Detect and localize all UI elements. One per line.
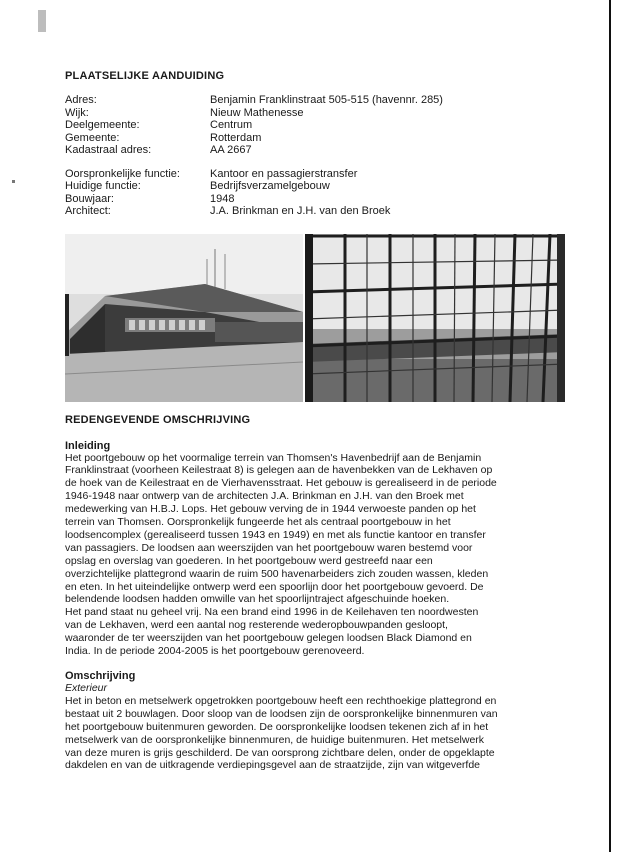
table-row <box>65 107 443 120</box>
text-line: en eten. In het uiteindelijke ontwerp werd een spoorlijn door het poortgebouw gevoerd. De <box>65 580 484 593</box>
intro-paragraph <box>65 452 605 659</box>
table-row <box>65 94 443 107</box>
subheading-exterieur: Exterieur <box>65 682 108 694</box>
row-key: Wijk: <box>65 106 89 119</box>
row-value: J.A. Brinkman en J.H. van den Broek <box>210 205 391 217</box>
text-line: dakdelen en van de uitkragende verdiepingsgevel aan de straatzijde, zijn van witgeverfde <box>65 759 481 772</box>
row-key: Oorspronkelijke functie: <box>65 167 180 180</box>
table-row <box>65 119 443 132</box>
row-value: Rotterdam <box>210 131 262 144</box>
scan-edge-line <box>609 0 611 852</box>
row-value: Kantoor en passagierstransfer <box>210 167 358 180</box>
section-title-description: REDENGEVENDE OMSCHRIJVING <box>65 413 251 426</box>
text-line: van passagiers. De loodsen aan weerszijden van het poortgebouw waren bestemd voor <box>65 541 473 554</box>
photo-strip <box>65 234 565 402</box>
text-line: Het poortgebouw op het voormalige terrein van Thomsen's Havenbedrijf aan de Benjamin <box>65 451 482 464</box>
text-line: India. In de periode 2004-2005 is het poortgebouw gerenoveerd. <box>65 645 365 658</box>
text-line: overzichtelijke plattegrond waarin de ruim 500 havenarbeiders zich zouden wassen, kleden <box>65 567 489 580</box>
location-table <box>65 94 443 218</box>
text-line: opslag en overslag van goederen. In het poortgebouw werd gestreefd naar een <box>65 554 433 567</box>
building-exterior-photo <box>65 234 303 402</box>
document-page <box>65 70 605 772</box>
text-line: van de Lekhaven, werd een aantal nog resterende wederopbouwpanden gesloopt, <box>65 619 448 632</box>
row-key: Gemeente: <box>65 131 120 144</box>
scan-smudge <box>38 10 46 32</box>
table-row <box>65 180 443 193</box>
table-spacer <box>65 157 443 168</box>
table-row <box>65 168 443 181</box>
text-line: terrein van Thomsen. Oorspronkelijk fungeerde het als centraal poortgebouw in het <box>65 516 451 529</box>
row-key: Kadastraal adres: <box>65 144 152 156</box>
row-value: Benjamin Franklinstraat 505-515 (havennr. 285) <box>210 94 443 106</box>
row-value: Centrum <box>210 119 253 131</box>
table-row <box>65 205 443 218</box>
text-line: waaronder de ter weerszijden van het poortgebouw gelegen loodsen Black Diamond en <box>65 632 472 645</box>
row-value: Nieuw Mathenesse <box>210 106 304 119</box>
text-line: het poortgebouw buitenmuren geworden. De oorspronkelijke loodsen tekenen zich af in het <box>65 720 489 733</box>
text-line: van deze muren is grijs geschilderd. De van oorsprong zichtbare delen, onder de opgeklapte <box>65 746 495 759</box>
table-row <box>65 144 443 157</box>
row-value: Bedrijfsverzamelgebouw <box>210 180 330 192</box>
glass-facade-photo <box>305 234 565 402</box>
row-key: Adres: <box>65 94 97 106</box>
text-line: belendende loodsen hadden omwille van het spoorlijntraject afgeschuinde hoeken. <box>65 593 450 606</box>
text-line: medewerking van H.B.J. Lops. Het gebouw verving de in 1944 verwoeste panden op het <box>65 503 476 516</box>
text-line: loodsencomplex (gerealiseerd tussen 1943 en 1949) en met als functie kantoor en transfer <box>65 528 486 541</box>
text-line: Het pand staat nu geheel vrij. Na een brand eind 1996 in de Keilehaven ten noordwesten <box>65 606 479 619</box>
text-line: 1946-1948 naar ontwerp van de architecten J.A. Brinkman en J.H. van den Broek met <box>65 490 464 503</box>
table-row <box>65 132 443 145</box>
heading-omschrijving: Omschrijving <box>65 670 136 682</box>
row-key: Deelgemeente: <box>65 119 140 131</box>
text-line: bestaat uit 2 bouwlagen. Door sloop van de loodsen zijn de oorspronkelijke binnenmuren van <box>65 707 498 720</box>
row-key: Architect: <box>65 205 111 217</box>
row-value: 1948 <box>210 192 235 205</box>
text-line: Franklinstraat (voorheen Keilestraat 8) is gelegen aan de havenbekken van de Lekhaven op <box>65 464 493 477</box>
scan-speck <box>12 180 15 183</box>
heading-inleiding: Inleiding <box>65 439 111 452</box>
row-value: AA 2667 <box>210 144 252 156</box>
text-line: Het in beton en metselwerk opgetrokken poortgebouw heeft een rechthoekige plattegrond en <box>65 694 497 707</box>
text-line: de hoek van de Keilestraat en de Vierhavensstraat. Het gebouw is gerealiseerd in de periode <box>65 477 497 490</box>
row-key: Bouwjaar: <box>65 192 114 205</box>
section-title-location: PLAATSELIJKE AANDUIDING <box>65 70 225 82</box>
exterieur-paragraph <box>65 695 605 772</box>
table-row <box>65 193 443 206</box>
text-line: metselwerk van de oorspronkelijke binnenmuren, de huidige buitenmuren. Het metselwerk <box>65 733 485 746</box>
row-key: Huidige functie: <box>65 180 141 192</box>
